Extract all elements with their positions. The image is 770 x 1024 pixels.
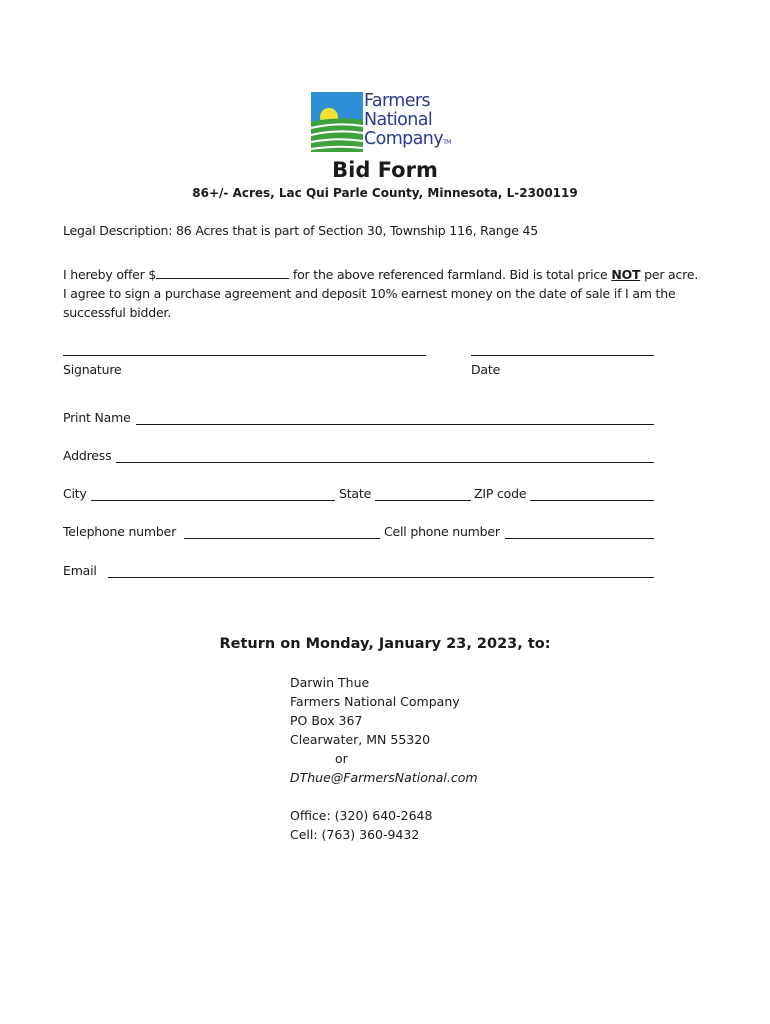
logo-line-2: National — [364, 110, 433, 130]
return-po-box: PO Box 367 — [290, 713, 363, 728]
offer-prefix: I hereby offer $ — [63, 267, 157, 282]
cell-field[interactable] — [505, 538, 654, 539]
form-subtitle: 86+/- Acres, Lac Qui Parle County, Minnesota, L-2300119 — [192, 186, 578, 200]
farm-field-icon — [311, 92, 363, 152]
trademark: TM — [443, 139, 451, 146]
offer-line-1 — [63, 266, 698, 282]
zip-field[interactable] — [530, 500, 654, 501]
offer-line-2: I agree to sign a purchase agreement and deposit 10% earnest money on the date of sale if I am the — [63, 286, 676, 301]
telephone-field[interactable] — [184, 538, 380, 539]
logo-line-3: CompanyTM — [364, 129, 451, 149]
return-or: or — [335, 751, 348, 766]
date-label: Date — [471, 362, 501, 377]
return-name: Darwin Thue — [290, 675, 370, 690]
telephone-label: Telephone number — [63, 524, 177, 539]
logo-wordmark — [364, 92, 451, 152]
offer-amount-field[interactable] — [156, 266, 289, 279]
legal-description: Legal Description: 86 Acres that is part of Section 30, Township 116, Range 45 — [63, 223, 539, 238]
return-cell-phone: Cell: (763) 360-9432 — [290, 827, 420, 842]
return-office-phone: Office: (320) 640-2648 — [290, 808, 433, 823]
offer-not: NOT — [611, 267, 641, 282]
return-email-link[interactable]: DThue@FarmersNational.com — [290, 770, 478, 785]
state-field[interactable] — [375, 500, 471, 501]
address-field[interactable] — [116, 462, 654, 463]
return-company: Farmers National Company — [290, 694, 460, 709]
email-field[interactable] — [108, 577, 654, 578]
signature-field[interactable] — [63, 355, 426, 356]
return-heading: Return on Monday, January 23, 2023, to: — [219, 636, 551, 652]
print-name-field[interactable] — [136, 424, 654, 425]
offer-suffix: per acre. — [640, 267, 699, 282]
cell-label: Cell phone number — [384, 524, 500, 539]
email-label: Email — [63, 563, 97, 578]
zip-label: ZIP code — [474, 486, 527, 501]
company-logo — [311, 92, 461, 152]
signature-label: Signature — [63, 362, 122, 377]
date-field[interactable] — [471, 355, 654, 356]
state-label: State — [339, 486, 372, 501]
offer-middle: for the above referenced farmland. Bid is total price — [289, 267, 612, 282]
address-label: Address — [63, 448, 112, 463]
logo-line-1: Farmers — [364, 91, 430, 111]
city-label: City — [63, 486, 87, 501]
return-city-state: Clearwater, MN 55320 — [290, 732, 431, 747]
form-title: Bid Form — [332, 158, 438, 182]
offer-line-3: successful bidder. — [63, 305, 171, 320]
city-field[interactable] — [91, 500, 335, 501]
print-name-label: Print Name — [63, 410, 131, 425]
